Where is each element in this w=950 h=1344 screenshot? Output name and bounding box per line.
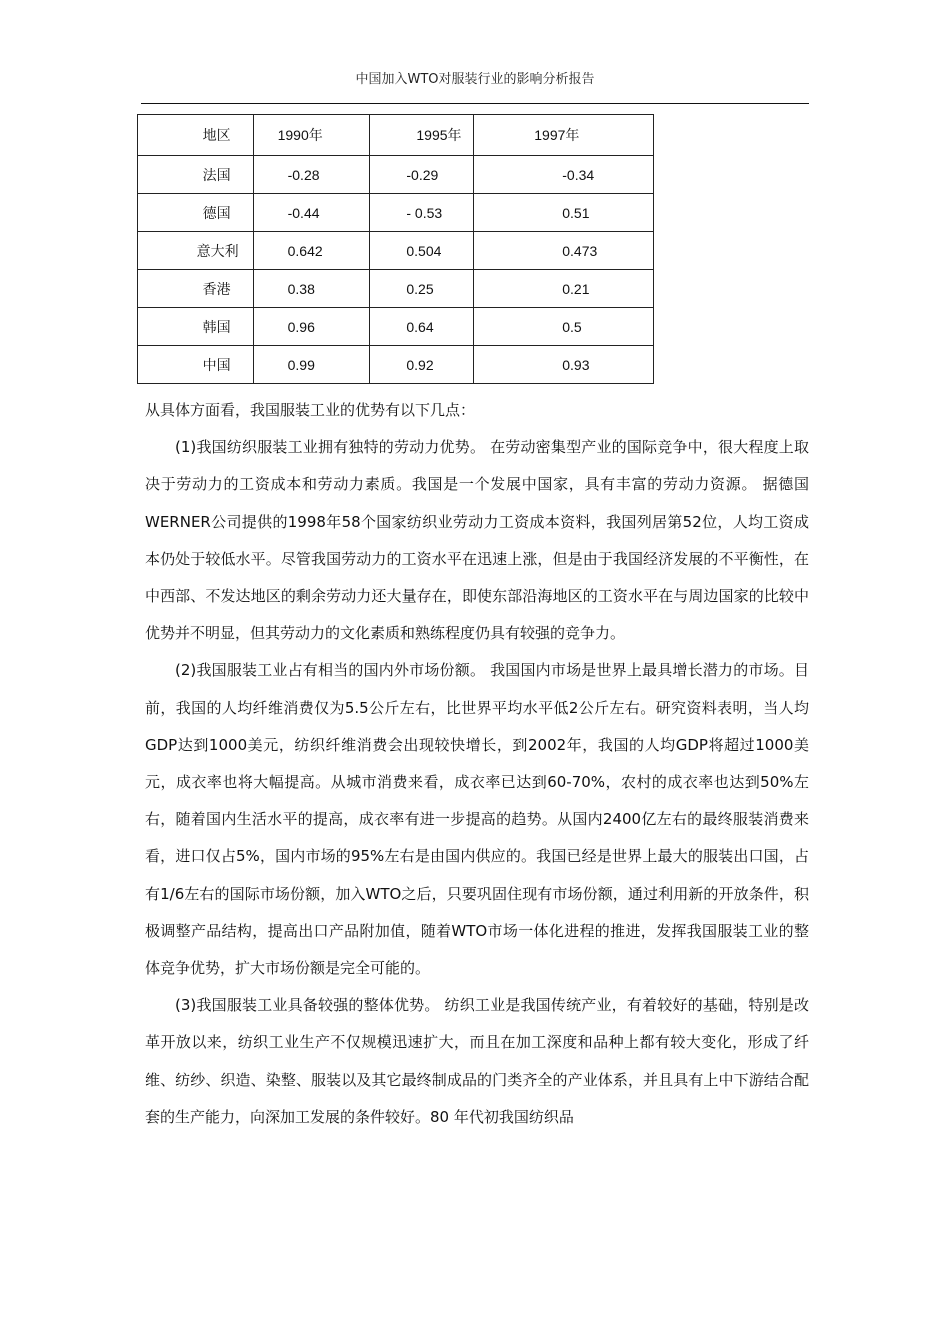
column-header-1997: 1997年 bbox=[474, 115, 654, 156]
data-table bbox=[137, 114, 654, 384]
cell-1995: 0.25 bbox=[370, 270, 474, 308]
cell-1995: - 0.53 bbox=[370, 194, 474, 232]
running-header: 中国加入WTO对服装行业的影响分析报告 bbox=[355, 72, 595, 87]
body-text bbox=[145, 392, 809, 1136]
table-row bbox=[138, 270, 654, 308]
cell-region: 法国 bbox=[138, 156, 254, 194]
column-header-1995: 1995年 bbox=[370, 115, 474, 156]
cell-1995: -0.29 bbox=[370, 156, 474, 194]
table-row bbox=[138, 232, 654, 270]
cell-region: 德国 bbox=[138, 194, 254, 232]
table-header-row bbox=[138, 115, 654, 156]
cell-1997: 0.473 bbox=[474, 232, 654, 270]
cell-1990: 0.38 bbox=[253, 270, 370, 308]
header-rule bbox=[141, 103, 809, 104]
column-header-1990: 1990年 bbox=[253, 115, 370, 156]
table-row bbox=[138, 346, 654, 384]
cell-1997: 0.21 bbox=[474, 270, 654, 308]
cell-region: 韩国 bbox=[138, 308, 254, 346]
cell-1990: 0.99 bbox=[253, 346, 370, 384]
paragraph-overall-advantage: (3)我国服装工业具备较强的整体优势。 纺织工业是我国传统产业，有着较好的基础，特别是改革开放以来，纺织工业生产不仅规模迅速扩大，而且在加工深度和品种上都有较大变化，形成了纤维、纺纱、织造、染整、服装以及其它最终制成品的门类齐全的产业体系，并且具有上中下游结合配套的生产能力，向深加工发展的条件较好。80 年代初我国纺织品 bbox=[145, 996, 809, 1126]
cell-1990: 0.96 bbox=[253, 308, 370, 346]
cell-1995: 0.64 bbox=[370, 308, 474, 346]
cell-1997: 0.51 bbox=[474, 194, 654, 232]
paragraph-market-share: (2)我国服装工业占有相当的国内外市场份额。 我国国内市场是世界上最具增长潜力的市场。目前，我国的人均纤维消费仅为5.5公斤左右，比世界平均水平低2公斤左右。研究资料表明，当人均GDP达到1000美元，纺织纤维消费会出现较快增长，到2002年，我国的人均GDP将超过1000美元，成衣率也将大幅提高。从城市消费来看，成衣率已达到60-70%，农村的成衣率也达到50%左右，随着国内生活水平的提高，成衣率有进一步提高的趋势。从国内2400亿左右的最终服装消费来看，进口仅占5%，国内市场的95%左右是由国内供应的。我国已经是世界上最大的服装出口国，占有1/6左右的国际市场份额，加入WTO之后，只要巩固住现有市场份额，通过利用新的开放条件，积极调整产品结构，提高出口产品附加值，随着WTO市场一体化进程的推进，发挥我国服装工业的整体竞争优势，扩大市场份额是完全可能的。 bbox=[145, 661, 809, 978]
cell-1997: -0.34 bbox=[474, 156, 654, 194]
cell-1990: 0.642 bbox=[253, 232, 370, 270]
cell-1990: -0.44 bbox=[253, 194, 370, 232]
intro-paragraph: 从具体方面看，我国服装工业的优势有以下几点： bbox=[145, 401, 476, 419]
table-row bbox=[138, 194, 654, 232]
table-row bbox=[138, 156, 654, 194]
table-row bbox=[138, 308, 654, 346]
cell-1995: 0.504 bbox=[370, 232, 474, 270]
paragraph-labor-advantage: (1)我国纺织服装工业拥有独特的劳动力优势。 在劳动密集型产业的国际竞争中，很大程度上取决于劳动力的工资成本和劳动力素质。我国是一个发展中国家，具有丰富的劳动力资源。 据德国WERNER公司提供的1998年58个国家纺织业劳动力工资成本资料，我国列居第52位，人均工资成本仍处于较低水平。尽管我国劳动力的工资水平在迅速上涨，但是由于我国经济发展的不平衡性，在中西部、不发达地区的剩余劳动力还大量存在，即使东部沿海地区的工资水平在与周边国家的比较中优势并不明显，但其劳动力的文化素质和熟练程度仍具有较强的竞争力。 bbox=[145, 438, 809, 643]
cell-1995: 0.92 bbox=[370, 346, 474, 384]
column-header-region: 地区 bbox=[138, 115, 254, 156]
cell-region: 意大利 bbox=[138, 232, 254, 270]
cell-1997: 0.93 bbox=[474, 346, 654, 384]
cell-region: 中国 bbox=[138, 346, 254, 384]
cell-1997: 0.5 bbox=[474, 308, 654, 346]
cell-region: 香港 bbox=[138, 270, 254, 308]
cell-1990: -0.28 bbox=[253, 156, 370, 194]
